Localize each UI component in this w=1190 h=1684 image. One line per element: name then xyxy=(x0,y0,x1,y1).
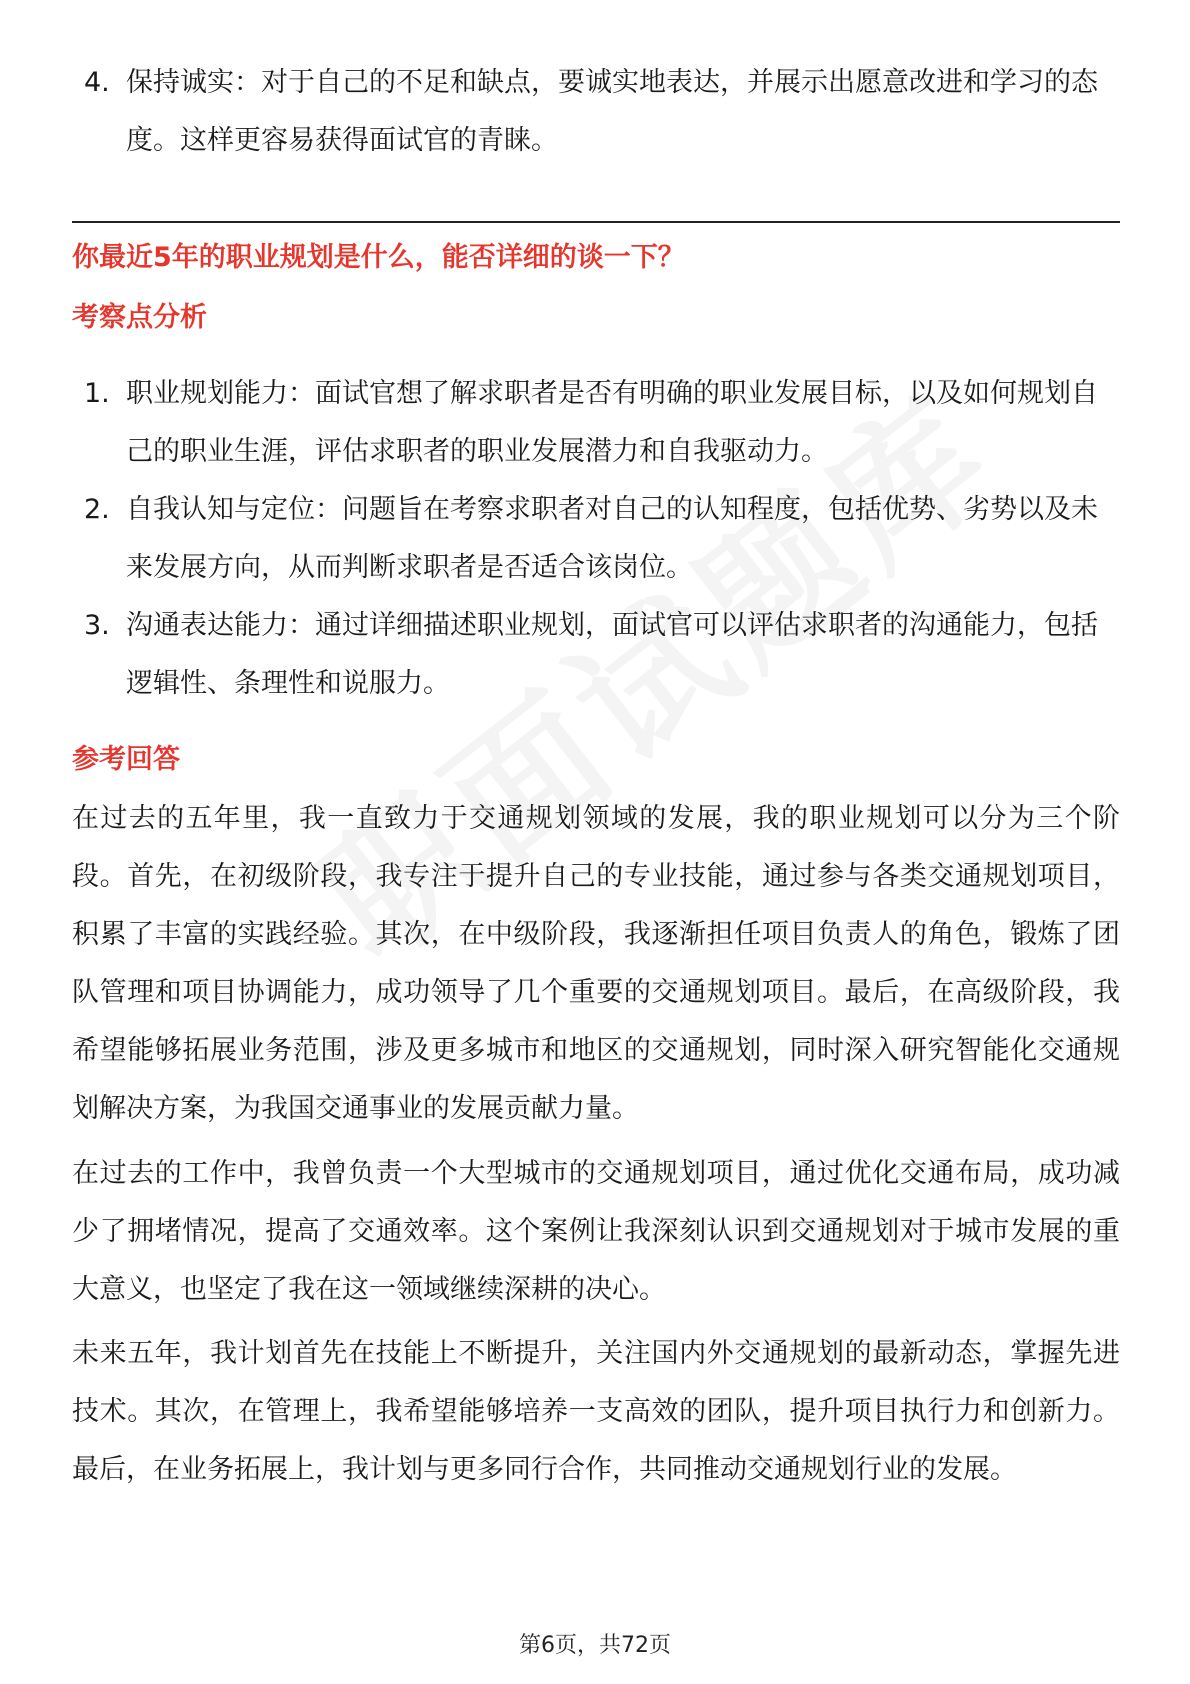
answer-paragraph: 未来五年，我计划首先在技能上不断提升，关注国内外交通规划的最新动态，掌握先进技术。其次，在管理上，我希望能够培养一支高效的团队，提升项目执行力和创新力。最后，在业务拓展上，我计划与更多同行合作，共同推动交通规划行业的发展。 xyxy=(72,1338,1120,1485)
list-item-text: 保持诚实：对于自己的不足和缺点，要诚实地表达，并展示出愿意改进和学习的态度。这样更容易获得面试官的青睐。 xyxy=(126,67,1098,156)
list-item xyxy=(72,597,1120,713)
list-item-number: 4. xyxy=(84,67,110,98)
list-item-number: 2. xyxy=(84,494,110,525)
question-title: 你最近5年的职业规划是什么，能否详细的谈一下？ xyxy=(72,242,685,273)
list-item xyxy=(72,481,1120,597)
list-item-text: 职业规划能力：面试官想了解求职者是否有明确的职业发展目标，以及如何规划自己的职业生涯，评估求职者的职业发展潜力和自我驱动力。 xyxy=(126,378,1098,467)
list-item xyxy=(72,54,1120,170)
continued-list xyxy=(72,54,1120,170)
answer-paragraph: 在过去的五年里，我一直致力于交通规划领域的发展，我的职业规划可以分为三个阶段。首先，在初级阶段，我专注于提升自己的专业技能，通过参与各类交通规划项目，积累了丰富的实践经验。其次，在中级阶段，我逐渐担任项目负责人的角色，锻炼了团队管理和项目协调能力，成功领导了几个重要的交通规划项目。最后，在高级阶段，我希望能够拓展业务范围，涉及更多城市和地区的交通规划，同时深入研究智能化交通规划解决方案，为我国交通事业的发展贡献力量。 xyxy=(72,803,1120,1124)
page-number: 第6页，共72页 xyxy=(519,1633,671,1658)
list-item-number: 3. xyxy=(84,610,110,641)
answer-heading: 参考回答 xyxy=(72,744,180,775)
list-item-text: 自我认知与定位：问题旨在考察求职者对自己的认知程度，包括优势、劣势以及未来发展方向，从而判断求职者是否适合该岗位。 xyxy=(126,494,1098,583)
analysis-heading: 考察点分析 xyxy=(72,302,207,333)
list-item-number: 1. xyxy=(84,378,110,409)
answer-paragraph: 在过去的工作中，我曾负责一个大型城市的交通规划项目，通过优化交通布局，成功减少了拥堵情况，提高了交通效率。这个案例让我深刻认识到交通规划对于城市发展的重大意义，也坚定了我在这一领域继续深耕的决心。 xyxy=(72,1158,1120,1305)
list-item-text: 沟通表达能力：通过详细描述职业规划，面试官可以评估求职者的沟通能力，包括逻辑性、条理性和说服力。 xyxy=(126,610,1098,699)
analysis-list xyxy=(72,365,1120,713)
section-divider xyxy=(72,221,1120,223)
list-item xyxy=(72,365,1120,481)
